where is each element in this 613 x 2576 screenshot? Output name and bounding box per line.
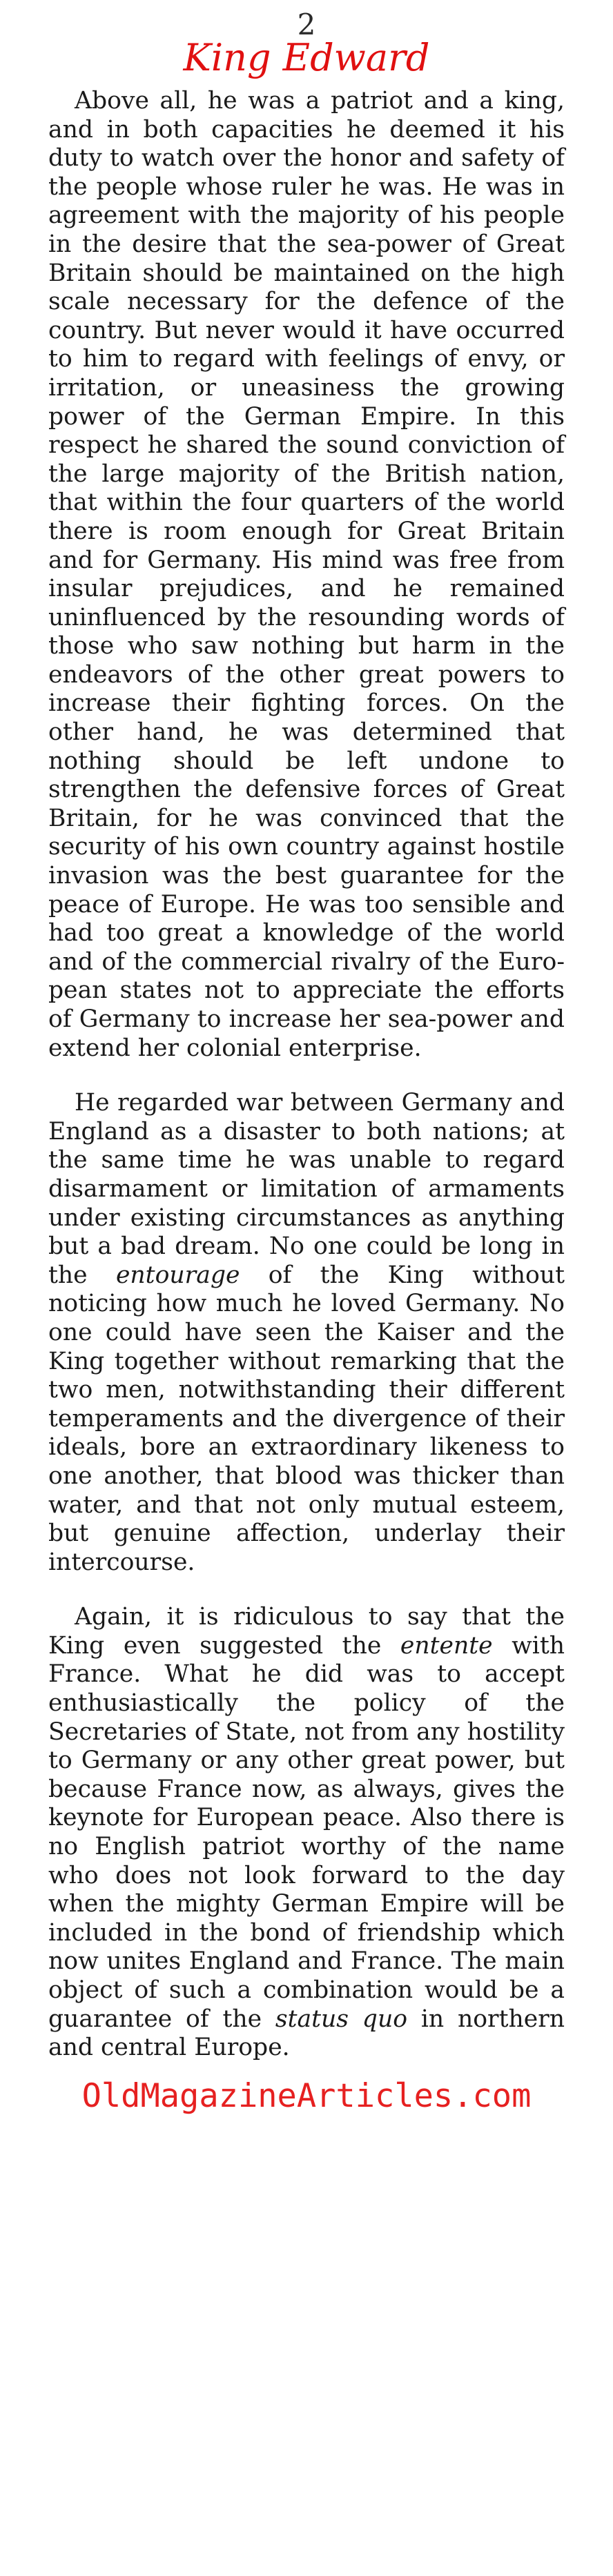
- paragraph-3-italic-status-quo: status quo: [275, 2005, 408, 2033]
- paragraph-3-text-b: with France. What he did was to accept enthusiastically the policy of the Secretaries of State, not from any hostility to Germany or any other great power, but because France now, as always, gives the keynote for European peace. Also there is no English patriot worthy of the name who does not look forward to the day when the mighty German Empire will be included in the bond of friendship which now unites England and France. The main object of such a combination would be a guarantee of the: [48, 1631, 565, 2033]
- paragraph-3: [48, 1603, 565, 2063]
- paragraph-2-italic-entourage: entourage: [115, 1261, 240, 1289]
- paragraph-1-text: Above all, he was a patriot and a king, and in both capacities he deemed it his duty to watch over the honor and safety of the people whose ruler he was. He was in agreement with the majority of his people in the desire that the sea-power of Great Britain should be maintained on the high scale necessary for the defence of the country. But never would it have occurred to him to regard with feelings of envy, or irritation, or uneasiness the growing power of the German Empire. In this respect he shared the sound conviction of the large majority of the British nation, that within the four quarters of the world there is room enough for Great Britain and for Germany. His mind was free from insular prejudices, and he remained uninfluenced by the resounding words of those who saw nothing but harm in the endeavors of the other great powers to increase their fighting forces. On the other hand, he was determined that nothing should be left undone to strengthen the defensive forces of Great Britain, for he was convinced that the security of his own country against hostile invasion was the best guarantee for the peace of Europe. He was too sensible and had too great a knowledge of the world and of the commercial rivalry of the European states not to appreciate the efforts of Germany to increase her sea-power and extend her colonial enterprise.: [48, 87, 565, 1062]
- paragraph-1: [48, 87, 565, 1063]
- site-watermark-link[interactable]: OldMagazineArticles.com: [81, 2077, 532, 2115]
- page-number: 2: [297, 8, 316, 41]
- paragraph-2: [48, 1089, 565, 1577]
- paragraph-2-text-b: of the King without noticing how much he loved Germany. No one could have seen the Kaiser and the King together without remarking that the two men, notwithstanding their different temperaments and the divergence of their ideals, bore an extraordinary likeness to one another, that blood was thicker than water, and that not only mutual esteem, but genuine affection, underlay their intercourse.: [48, 1261, 565, 1576]
- article-title: King Edward: [183, 36, 430, 79]
- paragraph-3-text-c: in northern and central Europe.: [48, 2005, 565, 2062]
- article-body: [48, 87, 565, 2089]
- paragraph-3-italic-entente: entente: [400, 1631, 493, 1660]
- paragraph-3-text-a: Again, it is ridiculous to say that the King even suggested the: [48, 1603, 565, 1660]
- paragraph-2-text-a: He regarded war between Germany and England as a disaster to both nations; at the same time he was unable to regard disarmament or limitation of armaments under existing circumstances as anything but a bad dream. No one could be long in the: [48, 1089, 565, 1289]
